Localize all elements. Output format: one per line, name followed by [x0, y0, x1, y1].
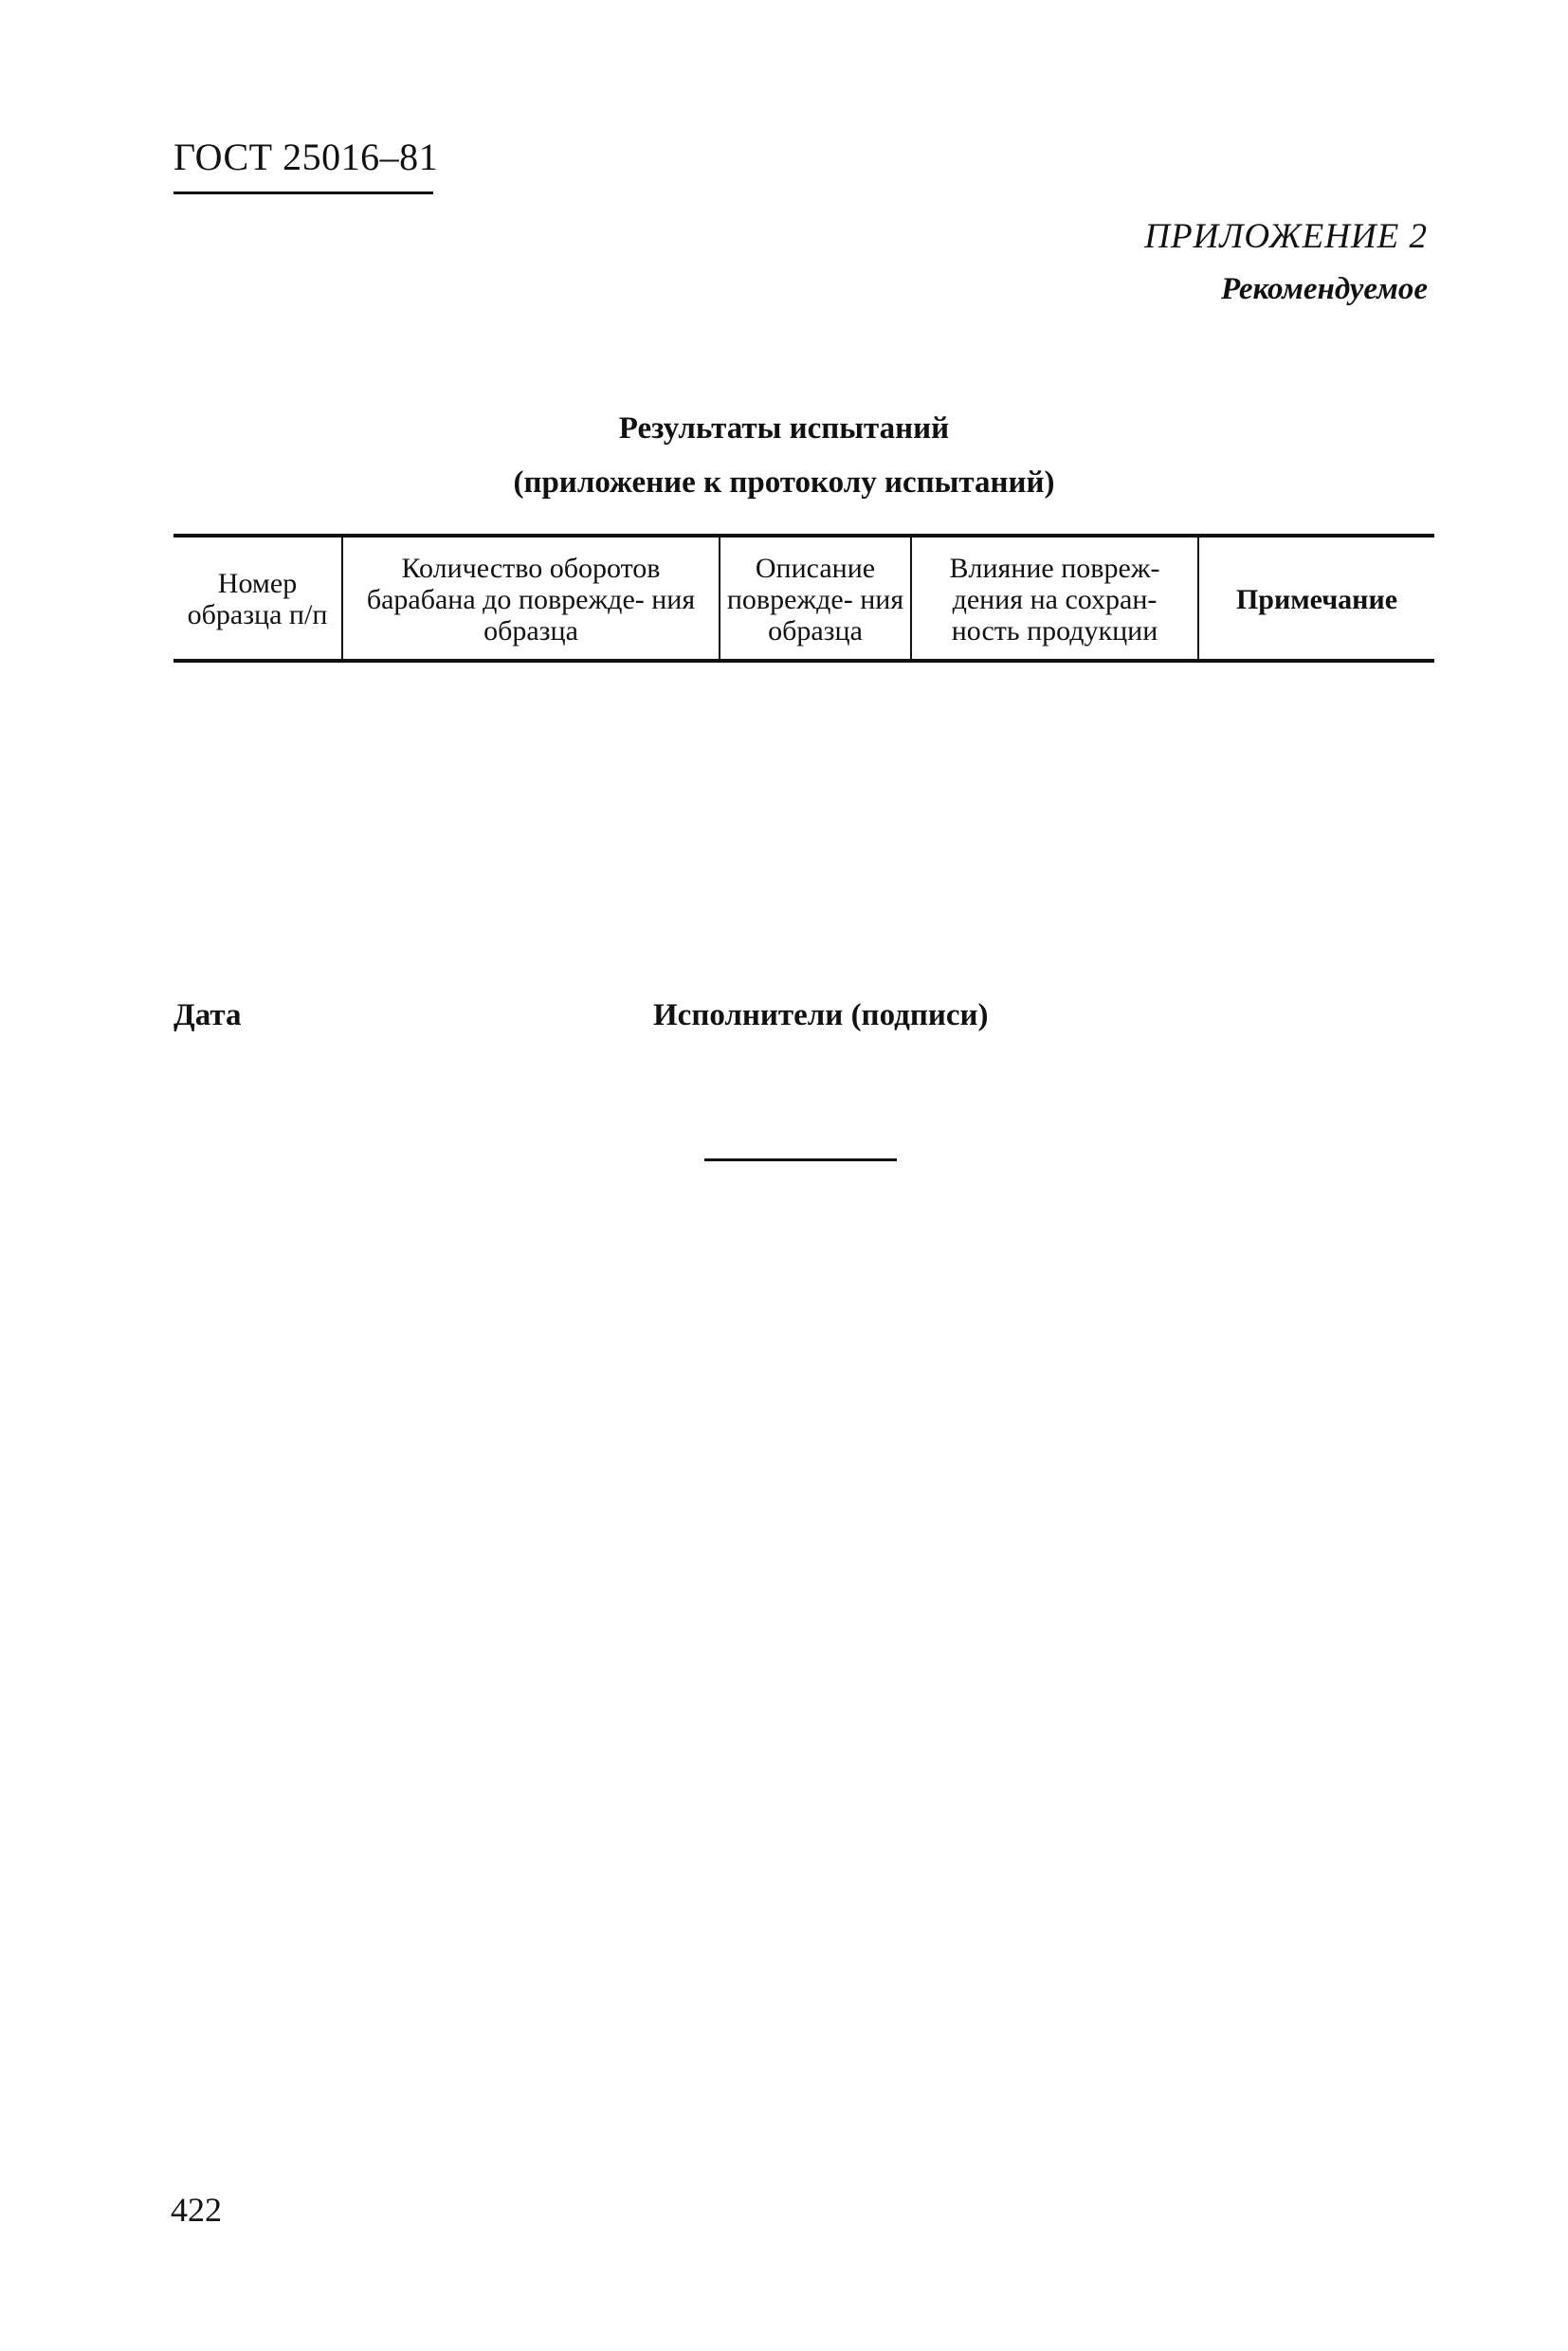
page-title: Результаты испытаний [618, 411, 950, 446]
page-number: 422 [171, 2191, 222, 2229]
appendix-label: ПРИЛОЖЕНИЕ 2 [1144, 217, 1428, 256]
column-header-damage-effect: Влияние повреж- дения на сохран- ность продукции [911, 536, 1198, 661]
document-code-underline [173, 191, 433, 194]
date-label: Дата [173, 998, 242, 1032]
page-subtitle: (приложение к протоколу испытаний) [513, 465, 1055, 500]
document-code: ГОСТ 25016–81 [173, 136, 439, 178]
column-header-note: Примечание [1198, 536, 1434, 661]
appendix-type: Рекомендуемое [1220, 272, 1428, 306]
table-header-row [173, 536, 1434, 661]
signatures-label: Исполнители (подписи) [653, 998, 989, 1032]
column-header-drum-revolutions: Количество оборотов барабана до поврежде- ния образца [342, 536, 720, 661]
column-header-damage-description: Описание поврежде- ния образца [720, 536, 911, 661]
results-table [173, 534, 1434, 663]
column-header-sample-number: Номер образца п/п [187, 568, 328, 630]
end-divider [704, 1158, 897, 1161]
